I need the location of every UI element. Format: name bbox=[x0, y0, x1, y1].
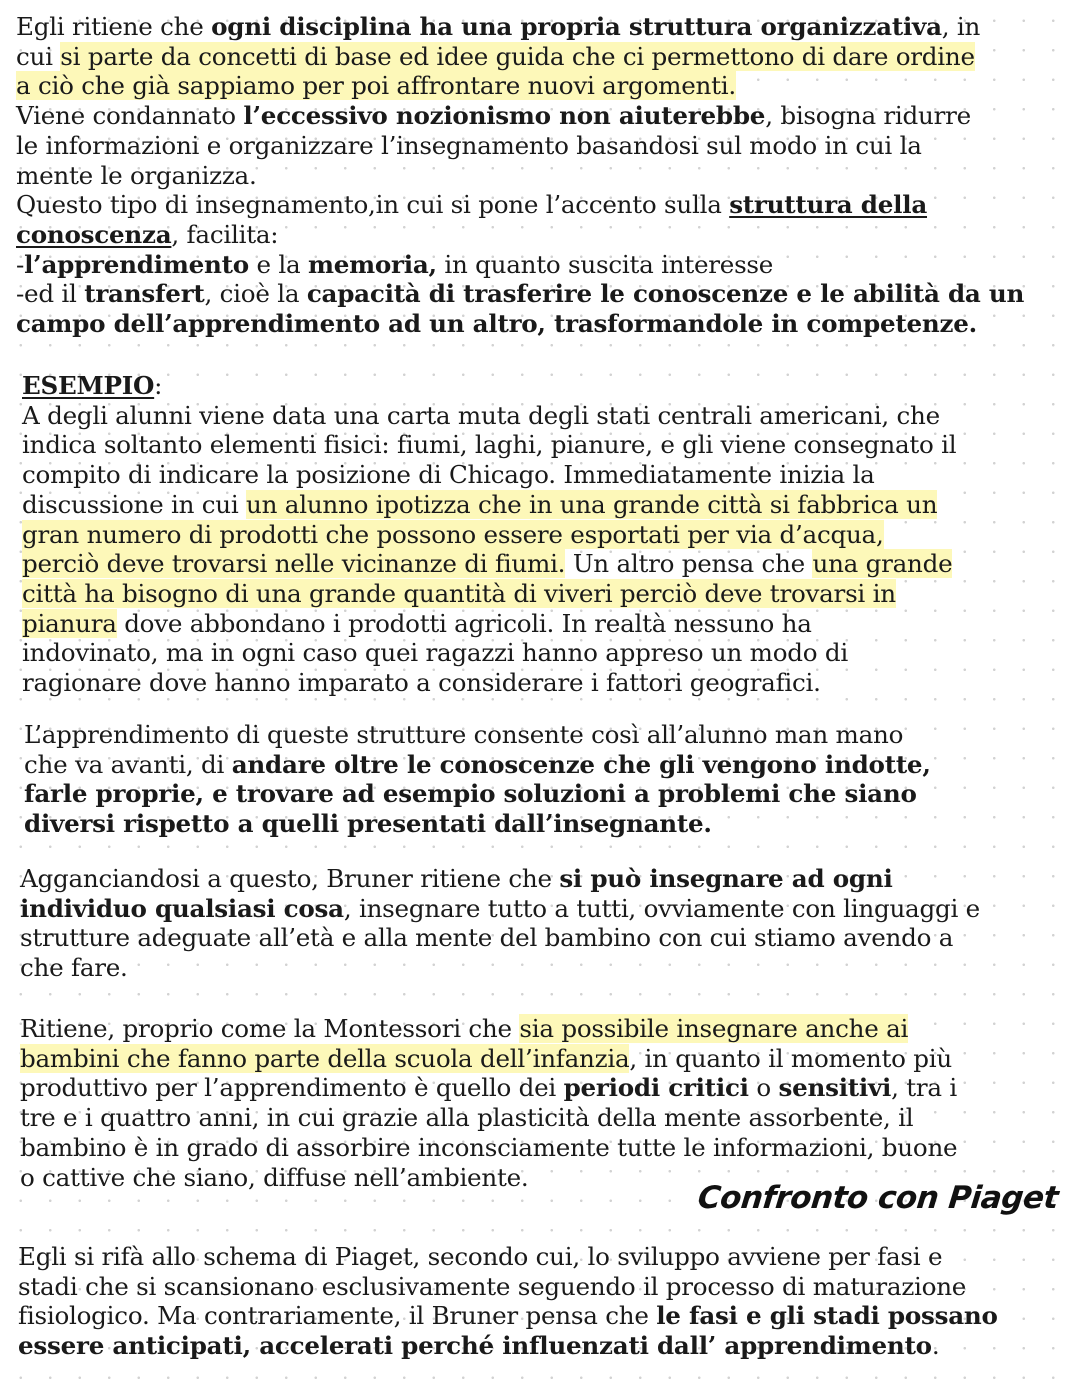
text-line: che va avanti, di andare oltre le conoscenze che gli vengono indotte, bbox=[24, 749, 931, 779]
text-line: Questo tipo di insegnamento,in cui si pone l’accento sulla struttura della bbox=[16, 190, 928, 220]
text-line bbox=[22, 579, 1072, 609]
text-line: bambino è in grado di assorbire inconsciamente tutte le informazioni, buone bbox=[20, 1132, 958, 1162]
underlined-term: struttura della bbox=[729, 190, 928, 220]
highlighted-text: sia possibile insegnare anche ai bbox=[519, 1014, 909, 1043]
text-line: stadi che si scansionano esclusivamente seguendo il processo di maturazione bbox=[18, 1271, 967, 1301]
text-line: individuo qualsiasi cosa, insegnare tutto a tutti, ovviamente con linguaggi e bbox=[20, 893, 980, 923]
highlighted-text: pianura bbox=[22, 608, 117, 638]
highlighted-text: si parte da concetti di base ed idee guida che ci permettono di dare ordine bbox=[60, 41, 975, 71]
text-line: -ed il transfert, cioè la capacità di trasferire le conoscenze e le abilità da un bbox=[16, 279, 1025, 309]
paragraph-montessori bbox=[20, 1014, 1072, 1192]
text-line: campo dell’apprendimento ad un altro, trasformandole in competenze. bbox=[16, 309, 977, 339]
example-heading: ESEMPIO: bbox=[22, 371, 163, 400]
text-line: indovinato, ma in ogni caso quei ragazzi hanno appreso un modo di bbox=[22, 638, 849, 668]
text-line: Agganciandosi a questo, Bruner ritiene che si può insegnare ad ogni bbox=[20, 864, 893, 893]
text-line: essere anticipati, accelerati perché influenzati dall’ apprendimento. bbox=[18, 1331, 940, 1361]
text-line: Viene condannato l’eccessivo nozionismo non aiuterebbe, bisogna ridurre bbox=[16, 101, 971, 131]
text-line: Ritiene, proprio come la Montessori che sia possibile insegnare anche ai bbox=[20, 1014, 909, 1043]
paragraph-disciplina bbox=[16, 12, 1072, 339]
text-line: mente le organizza. bbox=[16, 160, 257, 190]
text-line: strutture adeguate all’età e alla mente del bambino con cui stiamo avendo a bbox=[20, 923, 954, 953]
text-line: compito di indicare la posizione di Chicago. Immediatamente inizia la bbox=[22, 460, 875, 490]
section-title-confronto-piaget: Confronto con Piaget bbox=[696, 1180, 1060, 1216]
text-line: o cattive che siano, diffuse nell’ambiente. bbox=[20, 1162, 529, 1192]
text-line: perciò deve trovarsi nelle vicinanze di fiumi. Un altro pensa che una grande bbox=[22, 549, 953, 579]
text-line: farle proprie, e trovare ad esempio soluzioni a problemi che siano bbox=[24, 779, 917, 809]
text-line: L’apprendimento di queste strutture consente così all’alunno man mano bbox=[24, 720, 904, 749]
highlighted-text: perciò deve trovarsi nelle vicinanze di fiumi. bbox=[22, 549, 566, 579]
text-line: discussione in cui un alunno ipotizza che in una grande città si fabbrica un bbox=[22, 489, 938, 519]
text-line: conoscenza, facilita: bbox=[16, 219, 279, 249]
text-line: bambini che fanno parte della scuola dell’infanzia, in quanto il momento più bbox=[20, 1043, 952, 1073]
text-line: indica soltanto elementi fisici: fiumi, laghi, pianure, e gli viene consegnato il bbox=[22, 430, 957, 460]
highlighted-text: città ha bisogno di una grande quantità di viveri perciò deve trovarsi in bbox=[22, 578, 896, 608]
highlighted-text: a ciò che già sappiamo per poi affrontare nuovi argomenti. bbox=[16, 71, 736, 101]
text-line: -l’apprendimento e la memoria, in quanto suscita interesse bbox=[16, 249, 774, 279]
text-line: ragionare dove hanno imparato a considerare i fattori geografici. bbox=[22, 668, 821, 698]
text-line: tre e i quattro anni, in cui grazie alla plasticità della mente assorbente, il bbox=[20, 1103, 914, 1133]
underlined-term: conoscenza bbox=[16, 219, 172, 249]
paragraph-bruner bbox=[20, 864, 1072, 983]
highlighted-text: una grande bbox=[812, 549, 953, 579]
text-line: le informazioni e organizzare l’insegnamento basandosi sul modo in cui la bbox=[16, 130, 922, 160]
text-line: produttivo per l’apprendimento è quello dei periodi critici o sensitivi, tra i bbox=[20, 1073, 958, 1103]
paragraph-esempio bbox=[22, 371, 1072, 698]
highlighted-text: gran numero di prodotti che possono essere esportati per via d’acqua, bbox=[22, 519, 884, 549]
text-line: cui si parte da concetti di base ed idee guida che ci permettono di dare ordine bbox=[16, 41, 975, 71]
highlighted-text: bambini che fanno parte della scuola dell’infanzia bbox=[20, 1043, 630, 1073]
text-line bbox=[16, 71, 1072, 101]
text-line: Egli ritiene che ogni disciplina ha una propria struttura organizzativa, in bbox=[16, 12, 981, 41]
text-line: A degli alunni viene data una carta muta degli stati centrali americani, che bbox=[22, 400, 940, 430]
text-line: Egli si rifà allo schema di Piaget, secondo cui, lo sviluppo avviene per fasi e bbox=[18, 1242, 943, 1271]
paragraph-apprendimento bbox=[24, 720, 1072, 839]
highlighted-text: un alunno ipotizza che in una grande città si fabbrica un bbox=[246, 489, 938, 519]
text-line: pianura dove abbondano i prodotti agricoli. In realtà nessuno ha bbox=[22, 608, 812, 638]
text-line: che fare. bbox=[20, 953, 128, 983]
text-line: diversi rispetto a quelli presentati dall’insegnante. bbox=[24, 809, 712, 839]
text-line bbox=[22, 520, 1072, 550]
paragraph-piaget bbox=[18, 1242, 1072, 1361]
text-line: fisiologico. Ma contrariamente, il Bruner pensa che le fasi e gli stadi possano bbox=[18, 1301, 998, 1331]
